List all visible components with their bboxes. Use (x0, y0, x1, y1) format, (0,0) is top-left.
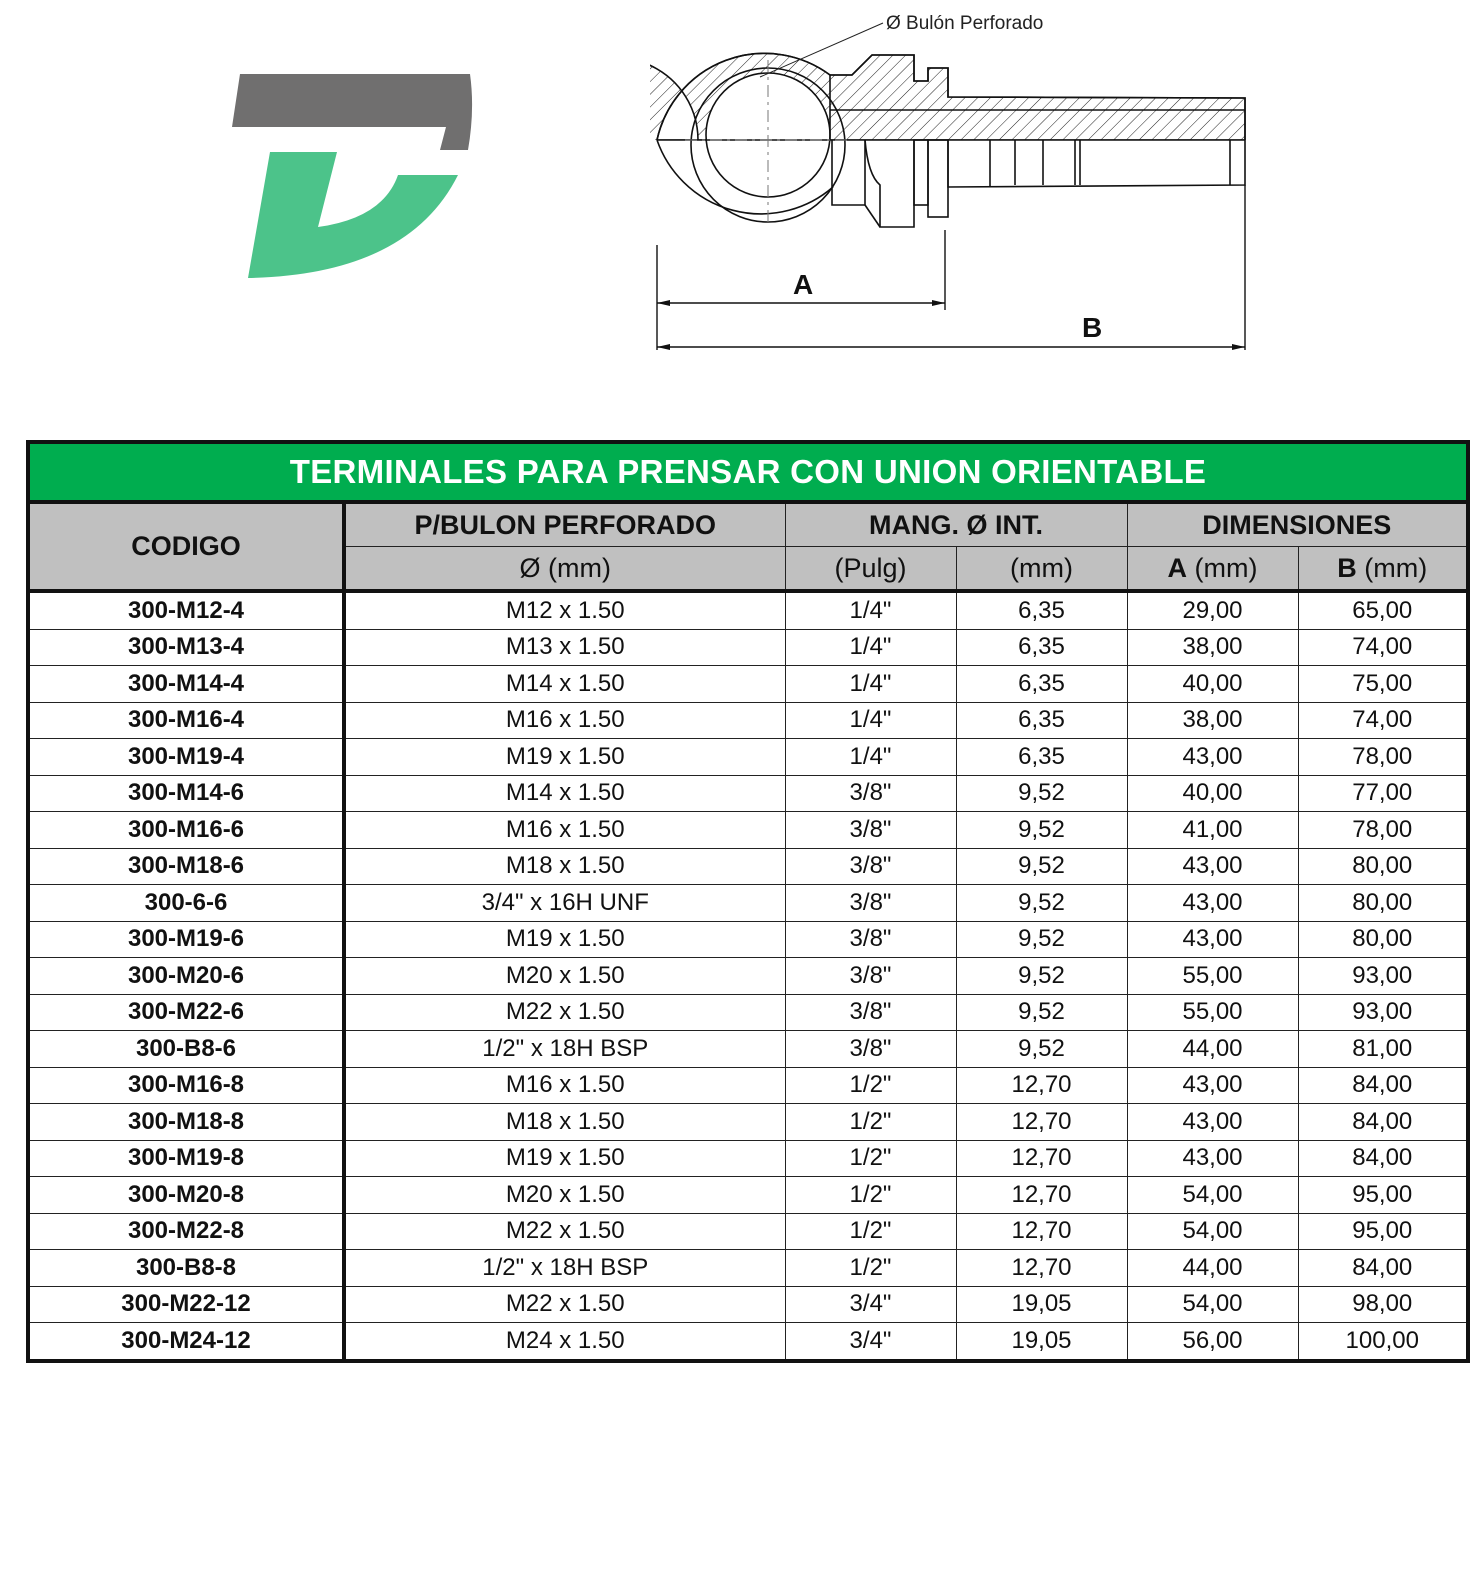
cell-mang-pulg: 3/8" (785, 812, 956, 849)
cell-mang-mm: 6,35 (956, 666, 1127, 703)
cell-bulon: M16 x 1.50 (344, 702, 785, 739)
dimension-b-label: B (1082, 312, 1103, 343)
table-row (28, 666, 1468, 703)
company-logo (228, 70, 478, 285)
cell-bulon: M14 x 1.50 (344, 775, 785, 812)
cell-mang-mm: 9,52 (956, 885, 1127, 922)
cell-dim-a: 40,00 (1127, 666, 1298, 703)
table-row (28, 1177, 1468, 1214)
header-bulon-unit: Ø (mm) (344, 547, 785, 592)
cell-codigo: 300-M24-12 (28, 1323, 344, 1361)
cell-codigo: 300-M19-4 (28, 739, 344, 776)
cell-dim-b: 84,00 (1298, 1250, 1468, 1287)
cell-dim-b: 80,00 (1298, 885, 1468, 922)
cell-codigo: 300-M19-8 (28, 1140, 344, 1177)
cell-mang-mm: 9,52 (956, 958, 1127, 995)
cell-bulon: M22 x 1.50 (344, 1286, 785, 1323)
cell-dim-a: 54,00 (1127, 1286, 1298, 1323)
cell-bulon: M20 x 1.50 (344, 958, 785, 995)
cell-dim-a: 43,00 (1127, 739, 1298, 776)
header-dim-a (1127, 547, 1298, 592)
cell-mang-pulg: 3/8" (785, 775, 956, 812)
cell-mang-mm: 6,35 (956, 702, 1127, 739)
cell-dim-a: 43,00 (1127, 921, 1298, 958)
cell-codigo: 300-M20-8 (28, 1177, 344, 1214)
cell-mang-pulg: 1/4" (785, 629, 956, 666)
cell-bulon: M24 x 1.50 (344, 1323, 785, 1361)
cell-mang-pulg: 1/4" (785, 591, 956, 629)
table-row (28, 1286, 1468, 1323)
cell-dim-a: 38,00 (1127, 702, 1298, 739)
cell-mang-pulg: 1/2" (785, 1177, 956, 1214)
cell-codigo: 300-M19-6 (28, 921, 344, 958)
table-row (28, 591, 1468, 629)
cell-dim-a: 40,00 (1127, 775, 1298, 812)
cell-dim-a: 44,00 (1127, 1031, 1298, 1068)
cell-bulon: 3/4" x 16H UNF (344, 885, 785, 922)
cell-mang-pulg: 3/8" (785, 958, 956, 995)
table-row (28, 1067, 1468, 1104)
cell-codigo: 300-M14-4 (28, 666, 344, 703)
header-mang: MANG. Ø INT. (785, 502, 1127, 547)
cell-bulon: 1/2" x 18H BSP (344, 1031, 785, 1068)
table-row (28, 994, 1468, 1031)
table-row (28, 1140, 1468, 1177)
table-row (28, 1104, 1468, 1141)
table-row (28, 1323, 1468, 1361)
cell-mang-pulg: 1/4" (785, 739, 956, 776)
cell-codigo: 300-M22-8 (28, 1213, 344, 1250)
header-codigo: CODIGO (28, 502, 344, 591)
cell-bulon: M19 x 1.50 (344, 1140, 785, 1177)
cell-bulon: M18 x 1.50 (344, 848, 785, 885)
cell-mang-mm: 9,52 (956, 812, 1127, 849)
cell-bulon: M13 x 1.50 (344, 629, 785, 666)
cell-codigo: 300-B8-6 (28, 1031, 344, 1068)
cell-dim-a: 44,00 (1127, 1250, 1298, 1287)
table-row (28, 629, 1468, 666)
cell-bulon: M16 x 1.50 (344, 812, 785, 849)
header-mang-mm: (mm) (956, 547, 1127, 592)
cell-dim-a: 38,00 (1127, 629, 1298, 666)
cell-mang-mm: 12,70 (956, 1067, 1127, 1104)
cell-mang-pulg: 1/4" (785, 702, 956, 739)
header-dim-a-unit: (mm) (1187, 552, 1258, 583)
cell-dim-a: 55,00 (1127, 958, 1298, 995)
header-bulon: P/BULON PERFORADO (344, 502, 785, 547)
cell-codigo: 300-M14-6 (28, 775, 344, 812)
fitting-technical-drawing (650, 5, 1260, 360)
dimension-a-label: A (793, 269, 814, 300)
table-row (28, 739, 1468, 776)
logo-green-shape (248, 152, 458, 278)
table-row (28, 921, 1468, 958)
cell-dim-a: 43,00 (1127, 885, 1298, 922)
cell-codigo: 300-M22-12 (28, 1286, 344, 1323)
cell-mang-pulg: 1/2" (785, 1104, 956, 1141)
cell-mang-mm: 9,52 (956, 1031, 1127, 1068)
cell-codigo: 300-M18-8 (28, 1104, 344, 1141)
cell-mang-pulg: 3/4" (785, 1323, 956, 1361)
cell-dim-b: 80,00 (1298, 848, 1468, 885)
cell-bulon: M16 x 1.50 (344, 1067, 785, 1104)
cell-bulon: M19 x 1.50 (344, 739, 785, 776)
cell-mang-mm: 12,70 (956, 1213, 1127, 1250)
cell-mang-pulg: 1/2" (785, 1067, 956, 1104)
cell-dim-b: 100,00 (1298, 1323, 1468, 1361)
cell-mang-pulg: 1/2" (785, 1140, 956, 1177)
cell-mang-pulg: 3/8" (785, 994, 956, 1031)
cell-mang-mm: 6,35 (956, 629, 1127, 666)
cell-dim-b: 78,00 (1298, 812, 1468, 849)
cell-dim-a: 43,00 (1127, 1067, 1298, 1104)
header-dim-a-letter: A (1167, 552, 1188, 583)
cell-mang-pulg: 3/8" (785, 885, 956, 922)
cell-bulon: 1/2" x 18H BSP (344, 1250, 785, 1287)
table-row (28, 1213, 1468, 1250)
cell-mang-mm: 19,05 (956, 1286, 1127, 1323)
cell-dim-b: 95,00 (1298, 1177, 1468, 1214)
cell-mang-mm: 9,52 (956, 994, 1127, 1031)
header-dim-b-unit: (mm) (1356, 552, 1428, 583)
cell-dim-b: 74,00 (1298, 702, 1468, 739)
cell-codigo: 300-M13-4 (28, 629, 344, 666)
cell-dim-b: 75,00 (1298, 666, 1468, 703)
cell-mang-mm: 12,70 (956, 1177, 1127, 1214)
cell-mang-mm: 6,35 (956, 591, 1127, 629)
cell-mang-pulg: 1/2" (785, 1250, 956, 1287)
cell-bulon: M22 x 1.50 (344, 994, 785, 1031)
cell-mang-pulg: 1/2" (785, 1213, 956, 1250)
cell-codigo: 300-B8-8 (28, 1250, 344, 1287)
cell-dim-a: 43,00 (1127, 1104, 1298, 1141)
cell-mang-mm: 9,52 (956, 848, 1127, 885)
cell-codigo: 300-M12-4 (28, 591, 344, 629)
cell-dim-a: 29,00 (1127, 591, 1298, 629)
cell-dim-b: 84,00 (1298, 1104, 1468, 1141)
header-mang-pulg: (Pulg) (785, 547, 956, 592)
table-body (28, 591, 1468, 1361)
cell-mang-mm: 6,35 (956, 739, 1127, 776)
cell-mang-pulg: 3/8" (785, 921, 956, 958)
cell-dim-a: 43,00 (1127, 848, 1298, 885)
cell-mang-pulg: 3/4" (785, 1286, 956, 1323)
cell-dim-a: 54,00 (1127, 1177, 1298, 1214)
cell-codigo: 300-6-6 (28, 885, 344, 922)
cell-codigo: 300-M18-6 (28, 848, 344, 885)
table-row (28, 1250, 1468, 1287)
cell-codigo: 300-M16-6 (28, 812, 344, 849)
cell-bulon: M14 x 1.50 (344, 666, 785, 703)
header-dimensiones: DIMENSIONES (1127, 502, 1468, 547)
cell-bulon: M19 x 1.50 (344, 921, 785, 958)
cell-mang-mm: 12,70 (956, 1104, 1127, 1141)
cell-codigo: 300-M20-6 (28, 958, 344, 995)
cell-dim-b: 84,00 (1298, 1067, 1468, 1104)
header-dim-b-letter: B (1337, 552, 1357, 583)
cell-dim-a: 56,00 (1127, 1323, 1298, 1361)
table-row (28, 958, 1468, 995)
cell-mang-pulg: 1/4" (785, 666, 956, 703)
cell-dim-b: 98,00 (1298, 1286, 1468, 1323)
table-row (28, 848, 1468, 885)
table-row (28, 1031, 1468, 1068)
cell-mang-mm: 12,70 (956, 1250, 1127, 1287)
cell-dim-b: 80,00 (1298, 921, 1468, 958)
cell-bulon: M22 x 1.50 (344, 1213, 785, 1250)
cell-dim-a: 54,00 (1127, 1213, 1298, 1250)
cell-mang-mm: 9,52 (956, 921, 1127, 958)
cell-mang-pulg: 3/8" (785, 1031, 956, 1068)
cell-dim-b: 65,00 (1298, 591, 1468, 629)
table-row (28, 885, 1468, 922)
bulon-callout: Ø Bulón Perforado (886, 13, 1044, 34)
cell-dim-b: 93,00 (1298, 958, 1468, 995)
table-row (28, 702, 1468, 739)
table-row (28, 775, 1468, 812)
logo-gray-shape (232, 74, 472, 150)
cell-codigo: 300-M16-4 (28, 702, 344, 739)
cell-mang-mm: 9,52 (956, 775, 1127, 812)
cell-dim-a: 41,00 (1127, 812, 1298, 849)
cell-dim-b: 81,00 (1298, 1031, 1468, 1068)
cell-codigo: 300-M16-8 (28, 1067, 344, 1104)
header-dim-b (1298, 547, 1468, 592)
cell-dim-b: 77,00 (1298, 775, 1468, 812)
cell-dim-b: 84,00 (1298, 1140, 1468, 1177)
table-row (28, 812, 1468, 849)
cell-dim-b: 74,00 (1298, 629, 1468, 666)
cell-bulon: M12 x 1.50 (344, 591, 785, 629)
cell-dim-b: 95,00 (1298, 1213, 1468, 1250)
cell-dim-a: 55,00 (1127, 994, 1298, 1031)
cell-mang-mm: 19,05 (956, 1323, 1127, 1361)
cell-dim-b: 78,00 (1298, 739, 1468, 776)
cell-codigo: 300-M22-6 (28, 994, 344, 1031)
table-title: TERMINALES PARA PRENSAR CON UNION ORIENTABLE (28, 442, 1468, 502)
cell-dim-b: 93,00 (1298, 994, 1468, 1031)
cell-dim-a: 43,00 (1127, 1140, 1298, 1177)
cell-mang-mm: 12,70 (956, 1140, 1127, 1177)
cell-bulon: M20 x 1.50 (344, 1177, 785, 1214)
cell-bulon: M18 x 1.50 (344, 1104, 785, 1141)
cell-mang-pulg: 3/8" (785, 848, 956, 885)
spec-table (26, 440, 1470, 1363)
